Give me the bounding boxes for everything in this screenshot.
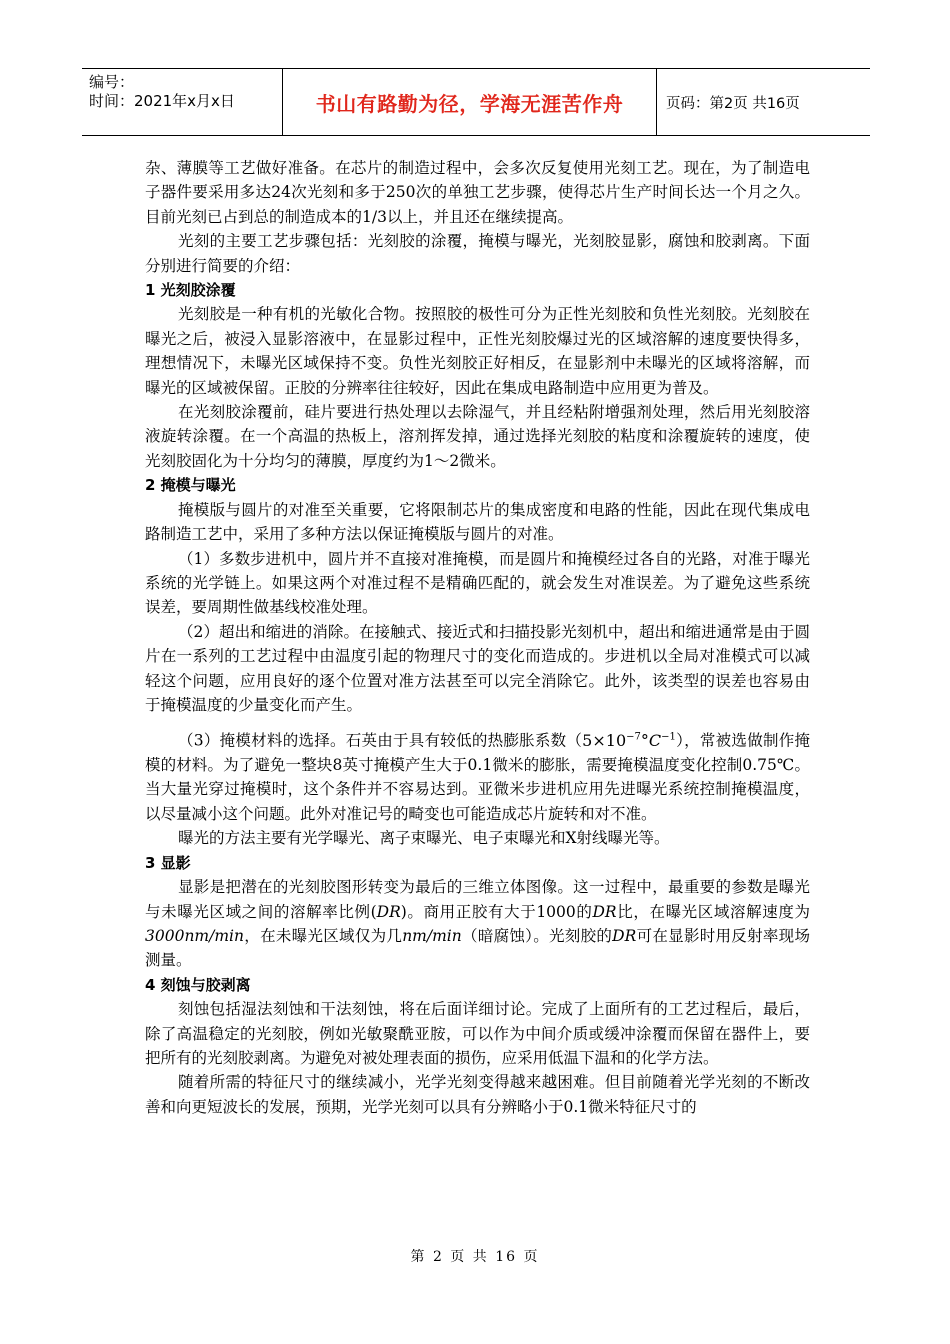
paragraph-text: ，在未曝光区域仅为几 [244,926,403,945]
formula-unit: °C [640,730,662,750]
header-motto: 书山有路勤为径，学海无涯苦作舟 [283,69,657,135]
paragraph-text: 比，在曝光区域溶解速度为 [616,902,810,921]
paragraph-text: ），常被选做制作掩模的材料。为了避免一整块8英寸掩模产生大于0.1微米的膨胀，需要掩模温度变化控制0.75℃。当大量光穿过掩模时，这个条件并不容易达到。亚微米步进机应用先进曝光系统控制掩模温度，以尽量减小这个问题。此外对准记号的畸变也可能造成芯片旋转和对不准。 [145,731,810,823]
section-heading: 2 掩模与曝光 [145,476,236,495]
paragraph: 杂、薄膜等工艺做好准备。在芯片的制造过程中，会多次反复使用光刻工艺。现在，为了制造电子器件要采用多达24次光刻和多于250次的单独工艺步骤，使得芯片生产时间长达一个月之久。目前光刻已占到总的制造成本的1/3以上，并且还在继续提高。 [145,159,810,226]
paragraph: 光刻胶是一种有机的光敏化合物。按照胶的极性可分为正性光刻胶和负性光刻胶。光刻胶在曝光之后，被浸入显影溶液中，在显影过程中，正性光刻胶爆过光的区域溶解的速度要快得多，理想情况下，未曝光区域保持不变。负性光刻胶正好相反，在显影剂中未曝光的区域将溶解，而曝光的区域被保留。正胶的分辨率往往较好，因此在集成电路制造中应用更为普及。 [145,305,810,397]
paragraph-text: （3）掩模材料的选择。石英由于具有较低的热膨胀系数（ [178,731,583,750]
page-header [82,68,870,136]
document-number-label: 编号： [89,73,135,91]
paragraph: 曝光的方法主要有光学曝光、离子束曝光、电子束曝光和X射线曝光等。 [178,829,670,848]
paragraph: （2）超出和缩进的消除。在接触式、接近式和扫描投影光刻机中，超出和缩进通常是由于圆片在一系列的工艺过程中由温度引起的物理尺寸的变化而造成的。步进机以全局对准模式可以减轻这个问题，应用良好的逐个位置对准方法甚至可以完全消除它。此外，该类型的误差也容易由于掩模温度的少量变化而产生。 [145,622,810,714]
header-meta [82,69,283,135]
term-rate-unexposed: nm/min [402,926,462,945]
document-body [145,156,810,1119]
term-rate-exposed: 3000nm/min [145,926,244,945]
paragraph-text: 可在显影时用反射率现场测量。 [145,926,810,970]
section-heading: 4 刻蚀与胶剥离 [145,975,251,994]
section-heading: 1 光刻胶涂覆 [145,281,236,300]
term-dr: DR [592,902,617,921]
header-page-number: 页码：第2页 共16页 [666,95,800,112]
paragraph [145,875,810,973]
paragraph: 刻蚀包括湿法刻蚀和干法刻蚀，将在后面详细讨论。完成了上面所有的工艺过程后，最后，除了高温稳定的光刻胶，例如光敏聚酰亚胺，可以作为中间介质或缓冲涂覆而保留在器件上，要把所有的光刻胶剥离。为避免对被处理表面的损伤，应采用低温下温和的化学方法。 [145,1000,810,1067]
paragraph [145,725,810,826]
formula-exponent: −1 [661,731,676,743]
paragraph: 掩模版与圆片的对准至关重要，它将限制芯片的集成密度和电路的性能，因此在现代集成电路制造工艺中，采用了多种方法以保证掩模版与圆片的对准。 [145,500,810,544]
paragraph-text: )。商用正胶有大于1000的 [400,902,593,921]
paragraph-text: 显影是把潜在的光刻胶图形转变为最后的三维立体图像。这一过程中，最重要的参数是曝光与未曝光区域之间的溶解率比例( [145,878,810,921]
thermal-expansion-formula [582,731,676,750]
section-heading: 3 显影 [145,853,191,872]
formula-exponent: −7 [626,731,641,743]
document-time-label: 时间：2021年x月x日 [89,92,235,110]
paragraph: （1）多数步进机中，圆片并不直接对准掩模，而是圆片和掩模经过各自的光路，对准于曝光系统的光学链上。如果这两个对准过程不是精确匹配的，就会发生对准误差。为了避免这些系统误差，要周期性做基线校准处理。 [145,549,810,617]
paragraph: 在光刻胶涂覆前，硅片要进行热处理以去除湿气，并且经粘附增强剂处理，然后用光刻胶溶液旋转涂覆。在一个高温的热板上，溶剂挥发掉，通过选择光刻胶的粘度和涂覆旋转的速度，使光刻胶固化为十分均匀的薄膜，厚度约为1～2微米。 [145,403,810,470]
paragraph: 光刻的主要工艺步骤包括：光刻胶的涂覆，掩模与曝光，光刻胶显影，腐蚀和胶剥离。下面分别进行简要的介绍： [145,232,810,275]
term-dr: DR [376,902,401,921]
paragraph-text: （暗腐蚀）。光刻胶的 [461,926,613,945]
term-dr: DR [612,926,637,945]
page-footer: 第 2 页 共 16 页 [410,1249,540,1265]
paragraph: 随着所需的特征尺寸的继续减小，光学光刻变得越来越困难。但目前随着光学光刻的不断改善和向更短波长的发展，预期，光学光刻可以具有分辨略小于0.1微米特征尺寸的 [145,1073,810,1116]
formula-base: 5×10 [582,730,627,750]
